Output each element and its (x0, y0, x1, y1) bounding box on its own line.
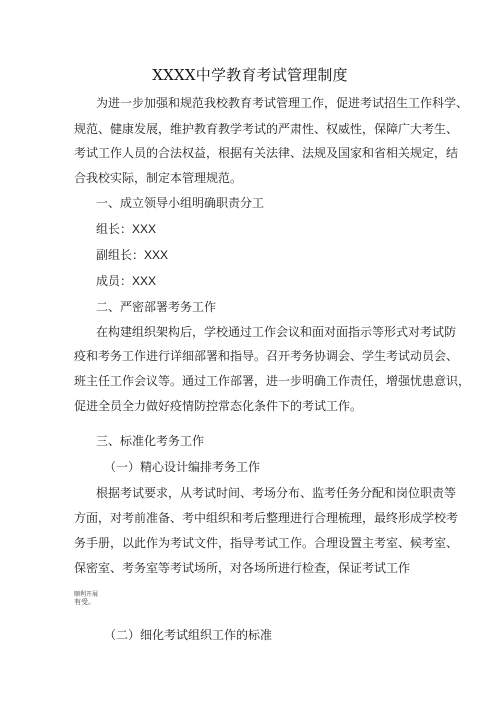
intro-line-1: 为进一步加强和规范我校教育考试管理工作，促进考试招生工作科学、 (96, 96, 469, 110)
section3-sub1-line-4: 保密室、考务室等考试场所，对各场所进行检查，保证考试工作 (74, 561, 411, 575)
section1-deputy: 副组长：XXX (96, 248, 169, 262)
document-title: XXXX中学教育考试管理制度 (152, 66, 348, 84)
section3-footnote: 有受。 (74, 598, 95, 606)
intro-line-3: 考试工作人员的合法权益，根据有关法律、法规及国家和省相关规定，结 (74, 146, 459, 160)
section3-footnote-small: 顺利开展 (74, 591, 99, 598)
section2-line-1: 在构建组织架构后，学校通过工作会议和面对面指示等形式对考试防 (96, 325, 457, 339)
section1-heading: 一、成立领导小组明确职责分工 (96, 196, 265, 210)
section2-heading: 二、严密部署考务工作 (96, 300, 217, 314)
section1-leader: 组长：XXX (96, 222, 157, 236)
section3-sub1-line-3: 务手册，以此作为考试文件，指导考试工作。合理设置主考室、候考室、 (74, 536, 459, 550)
intro-line-2: 规范、健康发展，维护教育教学考试的严肃性、权威性，保障广大考生、 (74, 122, 459, 136)
section2-line-4: 促进全员全力做好疫情防控常态化条件下的考试工作。 (74, 399, 363, 413)
section3-sub1-line-2: 方面，对考前准备、考中组织和考后整理进行合理梳理，最终形成学校考 (74, 511, 459, 525)
section2-line-3: 班主任工作会议等。通过工作部署，进一步明确工作责任，增强忧患意识， (74, 374, 471, 388)
section3-sub2-heading: （二）细化考试组织工作的标准 (104, 628, 273, 642)
intro-line-4: 合我校实际，制定本管理规范。 (74, 171, 243, 185)
section3-heading: 三、标准化考务工作 (96, 434, 205, 448)
section1-member: 成员：XXX (96, 274, 157, 288)
section3-sub1-heading: （一）精心设计编排考务工作 (104, 460, 261, 474)
section2-line-2: 疫和考务工作进行详细部署和指导。召开考务协调会、学生考试动员会、 (74, 349, 459, 363)
section3-sub1-line-1: 根据考试要求，从考试时间、考场分布、监考任务分配和岗位职责等 (96, 486, 457, 500)
